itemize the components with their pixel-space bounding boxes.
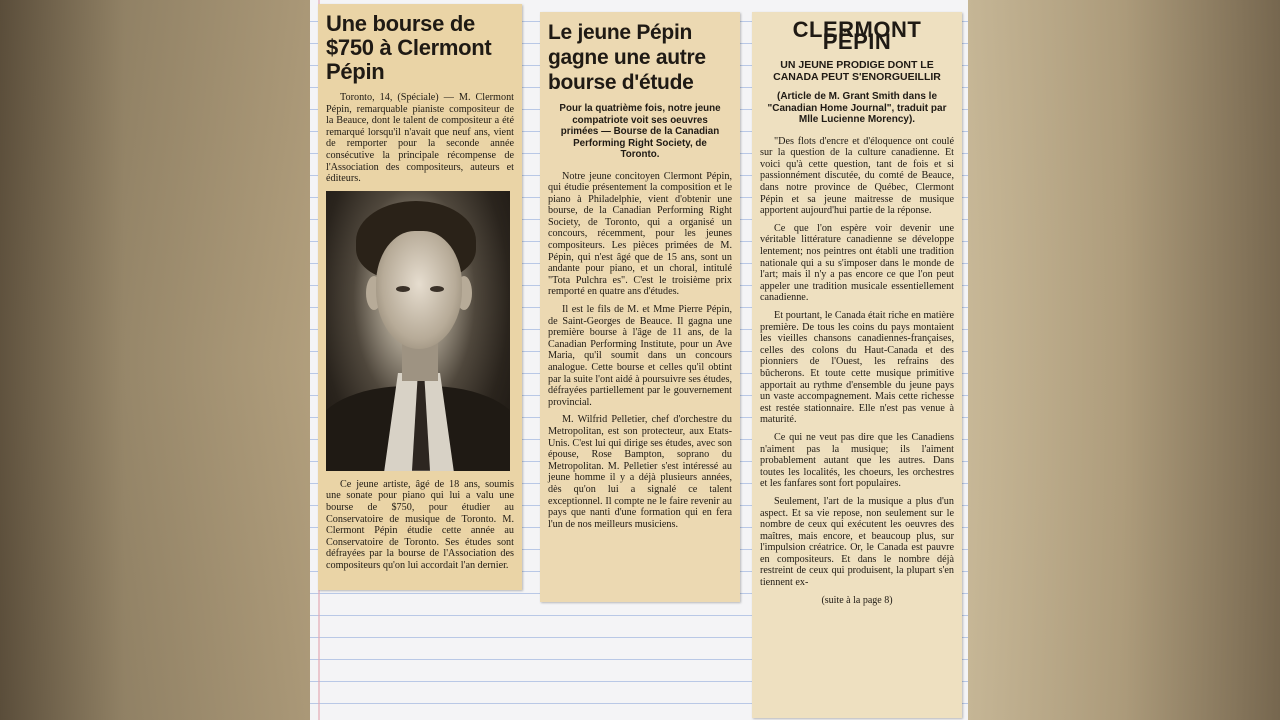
- clipping-clermont-pepin: [752, 12, 962, 718]
- clipping-1-headline: Une bourse de $750 à Clermont Pépin: [326, 11, 492, 84]
- clipping-2-paragraph: Notre jeune concitoyen Clermont Pépin, qui étudie présentement la composition et le piano à Philadelphie, vient d'obtenir une bourse, de la Canadian Performing Right Society, de Toronto, qui a organisé un concours, récemment, pour les jeunes compositeurs. Les pièces primées de M. Pépin, qui n'est âgé que de 15 ans, sont un andante pour piano, et un choral, intitulé "Tota Pulchra es". C'est le troisième prix remporté en quatre ans d'études.: [548, 170, 732, 298]
- clipping-3-paragraph: Ce que l'on espère voir devenir une véritable littérature canadienne se développe lentement; nos peintres ont établi une tradition nationale qui a su s'imposer dans le monde de l'art; mais il n'y a pas encore ce que l'on peut appeler une tradition musicale essentiellement canadienne.: [760, 222, 954, 304]
- clipping-3-paragraph: Seulement, l'art de la musique a plus d'un aspect. Et sa vie repose, non seulement sur le nombre de ceux qui exécutent les oeuvres des maîtres, mais encore, et beaucoup plus, sur l'impulsion créatrice. Or, le Canada est pauvre en compositeurs. Et dans le nombre déjà restreint de ceux qui produisent, la plupart s'en tiennent ex-: [760, 495, 954, 589]
- clipping-2-paragraph: M. Wilfrid Pelletier, chef d'orchestre du Metropolitan, est son protecteur, aux Etats-Unis. C'est lui qui dirige ses études, avec son épouse, Rose Bampton, soprano du Metropolitan. M. Pelletier s'est intéressé au jeune homme il y a déjà plusieurs années, dès qu'on lui a signalé ce talent exceptionnel. Il compte ne le faire revenir au pays que nanti d'une formation qui en fera l'un de nos meilleurs musiciens.: [548, 414, 732, 530]
- background-right: [968, 0, 1280, 720]
- continued-note: (suite à la page 8): [821, 594, 893, 606]
- background-left: [0, 0, 310, 720]
- clipping-2-deck: Pour la quatrième fois, notre jeune compatriote voit ses oeuvres primées — Bourse de la Canadian Performing Right Society, de Toronto.: [559, 103, 721, 160]
- clipping-3-paragraph: Et pourtant, le Canada était riche en matière première. De tous les coins du pays montaient les vieilles chansons canadiennes-françaises, celles des colons du Haut-Canada et des pionniers de l'Ouest, les refrains des bûcherons. Et toute cette musique primitive apportait au rythme d'ensemble du jeune pays un vaste accompagnement. Mais cette richesse est restée stationnaire. Elle n'est pas venue à maturité.: [760, 310, 954, 426]
- clipping-2-paragraph: Il est le fils de M. et Mme Pierre Pépin, de Saint-Georges de Beauce. Il gagna une première bourse à l'âge de 11 ans, de la Canadian Performing Institute, pour un Ave Maria, qu'il soumit dans un concours analogue. Cette bourse et celles qu'il obtint par la suite l'ont aidé à poursuivre ses études, défrayées partiellement par le gouvernement provincial.: [548, 304, 732, 408]
- clipping-jeune-pepin: [540, 12, 740, 602]
- clipping-3-subhead: UN JEUNE PRODIGE DONT LE CANADA PEUT S'ENORGUEILLIR: [773, 59, 941, 84]
- clipping-3-paragraph: Ce qui ne veut pas dire que les Canadiens n'aiment pas la musique; ils l'aiment probablement autant que les autres. Dans toutes les localités, les choeurs, les orchestres et les fanfares sont fort populaires.: [760, 431, 954, 490]
- clipping-3-headline: CLERMONT PÉPIN: [792, 17, 922, 54]
- clipping-2-headline: Le jeune Pépin gagne une autre bourse d'étude: [548, 21, 706, 94]
- clipping-3-paragraph: "Des flots d'encre et d'éloquence ont coulé sur la question de la culture canadienne. Et voici qu'à cette question, tant de fois et si passionnément discutée, du comté de Beauce, dans notre province de Québec, Clermont Pépin et sa jeune maitresse de musique apportent aujourd'hui partie de la réponse.: [760, 135, 954, 217]
- portrait-photo: [326, 191, 510, 471]
- clipping-bourse-750: [318, 4, 522, 590]
- clipping-3-credit: (Article de M. Grant Smith dans le "Canadian Home Journal", traduit par Mlle Lucienne Morency).: [767, 91, 947, 126]
- photo-caption: Ce jeune artiste, âgé de 18 ans, soumis une sonate pour piano qui lui a valu une bourse de $750, pour étudier au Conservatoire de musique de Toronto. M. Clermont Pépin étudie cette année au Conservatoire de Toronto. Ses études sont défrayées par la bourse de l'Association des compositeurs qu'on lui accordait l'an dernier.: [326, 478, 514, 571]
- clipping-1-paragraph: Toronto, 14, (Spéciale) — M. Clermont Pépin, remarquable pianiste compositeur de la Beauce, dont le talent de compositeur a été remarqué lorsqu'il n'avait que neuf ans, vient de remporter pour la seconde année consécutive la principale récompense de l'Association des compositeurs, auteurs et éditeurs.: [326, 92, 514, 185]
